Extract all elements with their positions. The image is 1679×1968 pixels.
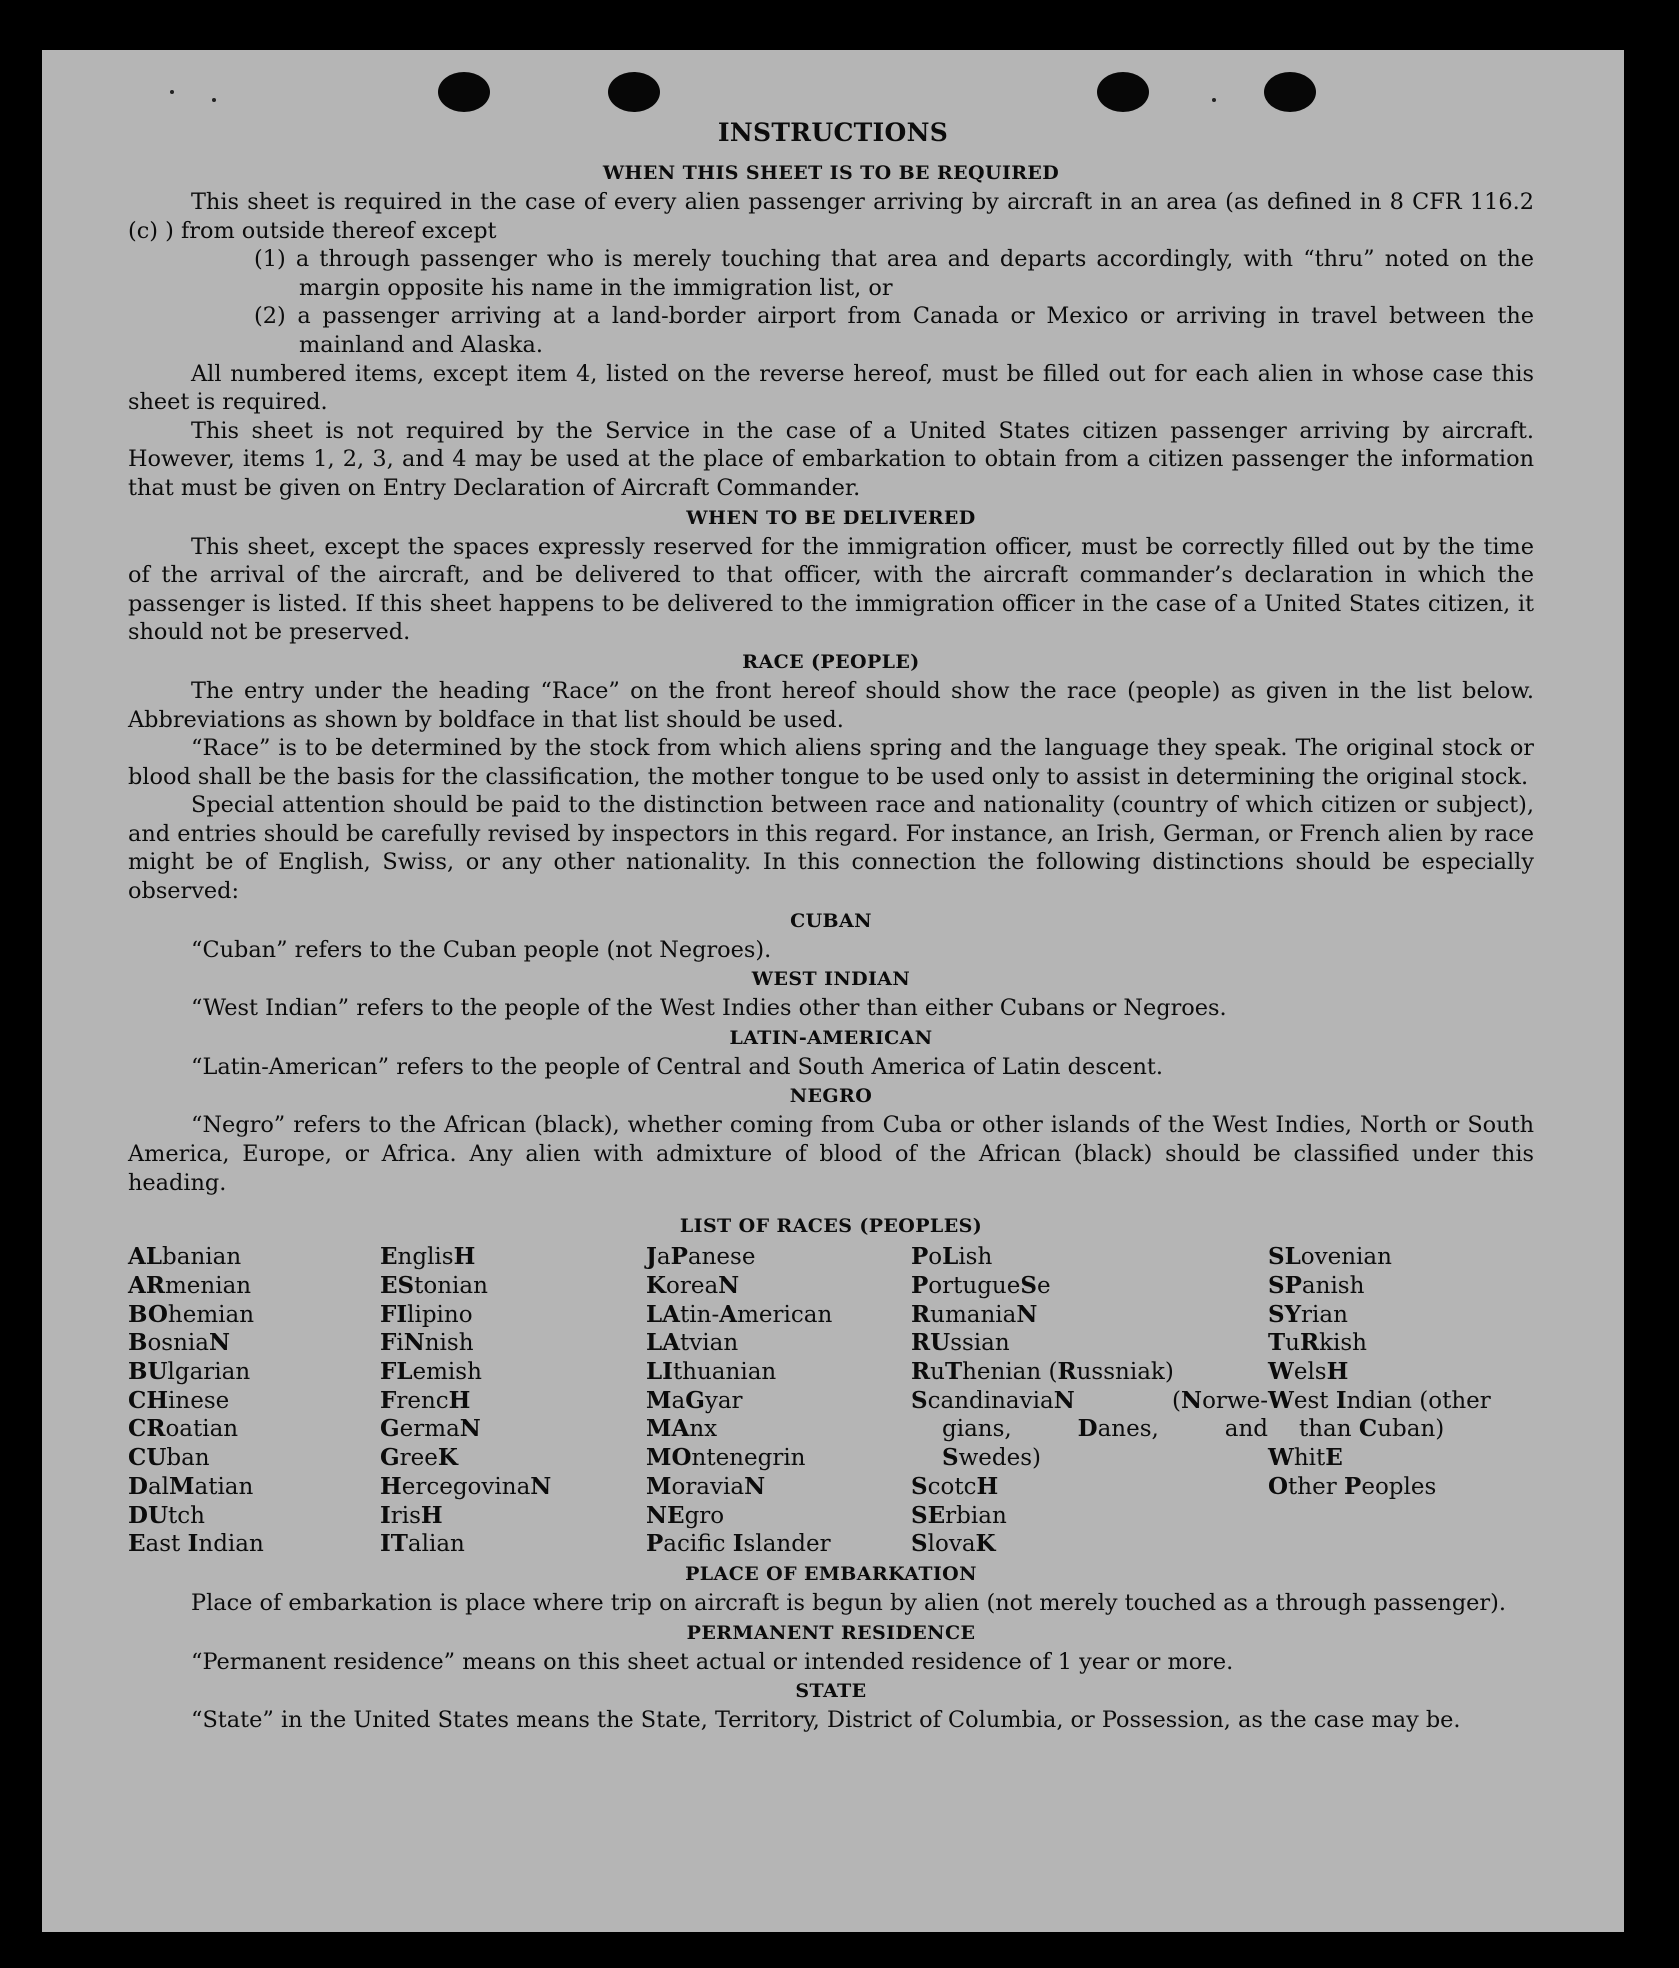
race-item: JaPanese: [646, 1243, 756, 1271]
race-item: West Indian (other: [1268, 1386, 1491, 1414]
race-item: MAnx: [646, 1415, 718, 1443]
race-item: ScotcH: [911, 1472, 999, 1500]
race-item: PoLish: [911, 1243, 993, 1271]
race-item: WelsH: [1268, 1358, 1349, 1386]
race-item: RumaniaN: [911, 1300, 1038, 1328]
list-item: (2) a passenger arriving at a land-border airport from Canada or Mexico or arriving in travel between the mainland and Alaska.: [254, 303, 1534, 358]
document-sheet: [42, 50, 1624, 1932]
race-column: [380, 1243, 646, 1559]
race-item: SYrian: [1268, 1300, 1348, 1328]
race-item: ITalian: [380, 1530, 465, 1558]
section-heading: LATIN-AMERICAN: [729, 1026, 933, 1049]
race-column: [911, 1243, 1268, 1559]
race-column: [128, 1243, 380, 1559]
list-item: (1) a through passenger who is merely touching that area and departs accordingly, with “thru” noted on the margin opposite his name in the immigration list, or: [254, 246, 1534, 301]
race-item: CRoatian: [128, 1415, 239, 1443]
speck: [170, 90, 174, 94]
race-item: TuRkish: [1268, 1329, 1367, 1357]
race-item: RuThenian (Russniak): [911, 1358, 1174, 1386]
race-item: GreeK: [380, 1444, 458, 1472]
paragraph: “Permanent residence” means on this sheet actual or intended residence of 1 year or more.: [191, 1648, 1234, 1675]
race-item: PortugueSe: [911, 1271, 1051, 1299]
section-heading: WHEN TO BE DELIVERED: [686, 506, 976, 529]
section-heading: STATE: [795, 1680, 867, 1703]
race-item: LAtin-American: [646, 1300, 833, 1328]
race-item: Pacific Islander: [646, 1530, 831, 1558]
race-column: [1268, 1243, 1534, 1559]
paragraph: “State” in the United States means the State, Territory, District of Columbia, or Possession, as the case may be.: [191, 1707, 1461, 1734]
paragraph: “Cuban” refers to the Cuban people (not Negroes).: [191, 936, 772, 963]
section-heading: WHEN THIS SHEET IS TO BE REQUIRED: [602, 162, 1060, 184]
instructions-body: [128, 158, 1534, 1735]
race-item: EnglisH: [380, 1243, 476, 1271]
race-item-continued: gians, Danes, and: [942, 1415, 1269, 1443]
race-item: ScandinaviaN (Norwe-: [911, 1386, 1268, 1414]
race-item: FiNnish: [380, 1329, 474, 1357]
section-heading: LIST OF RACES (PEOPLES): [679, 1215, 983, 1238]
race-item: SErbian: [911, 1501, 1007, 1529]
paragraph: “Latin-American” refers to the people of Central and South America of Latin descent.: [191, 1053, 1164, 1080]
race-column: [646, 1243, 911, 1559]
race-item: FIlipino: [380, 1300, 473, 1328]
race-item: IrisH: [380, 1501, 443, 1529]
paragraph: The entry under the heading “Race” on the front hereof should show the race (people) as given in the list below. Abbreviations as shown by boldface in that list should be used.: [128, 677, 1534, 733]
race-item: DalMatian: [128, 1472, 254, 1500]
race-item: ALbanian: [128, 1243, 242, 1271]
section-heading: NEGRO: [789, 1085, 873, 1108]
speck: [1212, 98, 1216, 102]
section-heading: CUBAN: [790, 909, 872, 932]
paragraph: This sheet is not required by the Service in the case of a United States citizen passenger arriving by aircraft. However, items 1, 2, 3, and 4 may be used at the place of embarkation to obtain from a citizen passenger the information that must be given on Entry Declaration of Aircraft Commander.: [128, 417, 1534, 501]
section-heading: WEST INDIAN: [751, 968, 911, 991]
race-item: BUlgarian: [128, 1358, 251, 1386]
race-item: DUtch: [128, 1501, 205, 1529]
race-item: KoreaN: [646, 1271, 740, 1299]
punch-hole: [608, 72, 660, 112]
paragraph: All numbered items, except item 4, listed on the reverse hereof, must be filled out for each alien in whose case this sheet is required.: [128, 360, 1534, 416]
race-item: RUssian: [911, 1329, 1010, 1357]
paragraph: Place of embarkation is place where trip on aircraft is begun by alien (not merely touched as a through passenger).: [191, 1589, 1506, 1616]
race-item: GermaN: [380, 1415, 481, 1443]
race-item-continued: Swedes): [942, 1444, 1042, 1472]
race-item: ARmenian: [128, 1271, 252, 1299]
paragraph: “West Indian” refers to the people of the West Indies other than either Cubans or Negroes.: [191, 995, 1227, 1022]
section-heading: PERMANENT RESIDENCE: [686, 1621, 976, 1644]
race-item: East Indian: [128, 1530, 264, 1558]
speck: [212, 98, 216, 102]
page-title: INSTRUCTIONS: [717, 118, 949, 147]
race-item: FLemish: [380, 1358, 482, 1386]
paragraph: This sheet is required in the case of every alien passenger arriving by aircraft in an area (as defined in 8 CFR 116.2 (c) ) from outside thereof except: [128, 189, 1534, 244]
race-item: Other Peoples: [1268, 1472, 1437, 1500]
section-heading: RACE (PEOPLE): [742, 650, 920, 673]
paragraph: Special attention should be paid to the distinction between race and nationality (country of which citizen or subject), and entries should be carefully revised by inspectors in this regard. For instance, an Irish, German, or French alien by race might be of English, Swiss, or any other nationality. In this connection the following distinctions should be especially observed:: [128, 792, 1534, 905]
race-item: CUban: [128, 1444, 210, 1472]
race-item-continued: than Cuban): [1299, 1415, 1445, 1443]
race-item: HercegovinaN: [380, 1472, 552, 1500]
race-item: LIthuanian: [646, 1358, 777, 1386]
race-item: WhitE: [1268, 1444, 1343, 1472]
punch-hole: [1097, 72, 1149, 112]
race-item: CHinese: [128, 1386, 230, 1414]
race-item: LAtvian: [646, 1329, 739, 1357]
race-item: NEgro: [646, 1501, 725, 1529]
race-item: FrencH: [380, 1386, 471, 1414]
race-item: MaGyar: [646, 1386, 743, 1414]
race-list: [128, 1243, 1534, 1559]
race-item: SPanish: [1268, 1271, 1365, 1299]
section-heading: PLACE OF EMBARKATION: [685, 1562, 977, 1585]
paragraph: This sheet, except the spaces expressly reserved for the immigration officer, must be correctly filled out by the time of the arrival of the aircraft, and be delivered to that officer, with the aircraft commander’s declaration in which the passenger is listed. If this sheet happens to be delivered to the immigration officer in the case of a United States citizen, it should not be preserved.: [128, 533, 1534, 646]
race-item: SLovenian: [1268, 1243, 1392, 1271]
race-item: MoraviaN: [646, 1472, 766, 1500]
punch-hole: [438, 72, 490, 112]
race-item: BosniaN: [128, 1329, 231, 1357]
race-item: BOhemian: [128, 1300, 255, 1328]
race-item: MOntenegrin: [646, 1444, 806, 1472]
punch-hole: [1264, 72, 1316, 112]
race-item: SlovaK: [911, 1530, 996, 1558]
paragraph: “Negro” refers to the African (black), whether coming from Cuba or other islands of the West Indies, North or South America, Europe, or Africa. Any alien with admixture of blood of the African (black) should be classified under this heading.: [128, 1112, 1534, 1196]
race-item: EStonian: [380, 1271, 488, 1299]
paragraph: “Race” is to be determined by the stock from which aliens spring and the language they speak. The original stock or blood shall be the basis for the classification, the mother tongue to be used only to assist in determining the original stock.: [128, 735, 1534, 790]
